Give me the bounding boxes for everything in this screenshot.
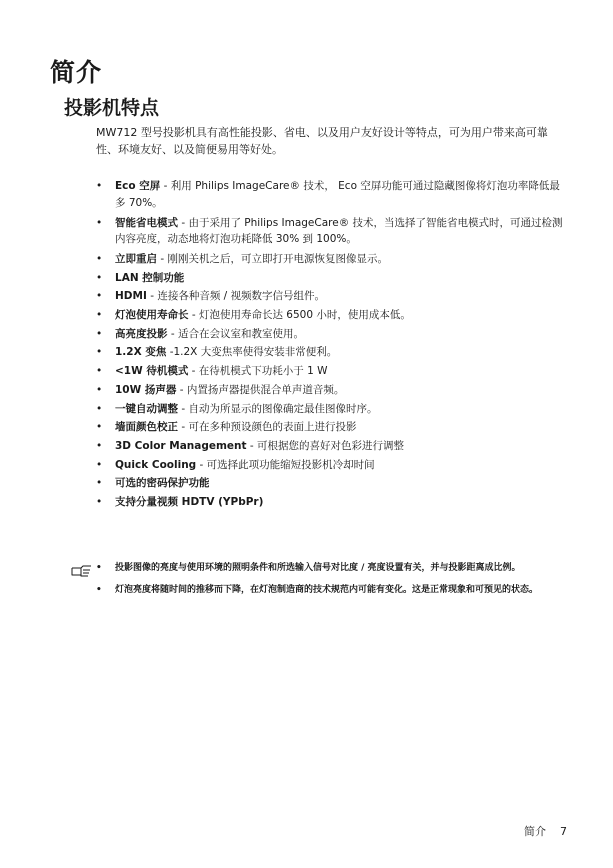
feature-item — [96, 215, 566, 248]
feature-description: - 可选择此项功能缩短投影机冷却时间 — [196, 458, 375, 471]
feature-title: 智能省电模式 — [115, 216, 178, 229]
feature-item — [96, 307, 566, 324]
feature-title: 支持分量视频 HDTV (YPbPr) — [115, 495, 264, 508]
bullet: • — [96, 495, 103, 508]
feature-title: HDMI — [115, 290, 147, 303]
bullet: • — [96, 180, 103, 192]
note-text: 灯泡亮度将随时间的推移而下降，在灯泡制造商的技术规范内可能有变化。这是正常现象和可预见的状态。 — [115, 585, 539, 595]
section-title: 投影机特点 — [64, 97, 160, 119]
feature-item — [96, 382, 566, 399]
feature-item — [96, 475, 566, 492]
feature-description: - 内置扬声器提供混合单声道音频。 — [176, 383, 345, 396]
bullet: • — [96, 402, 103, 415]
feature-title: 灯泡使用寿命长 — [115, 309, 189, 322]
bullet: • — [96, 327, 103, 340]
bullet: • — [96, 421, 103, 434]
feature-title: 一键自动调整 — [115, 402, 178, 415]
feature-item — [96, 270, 566, 287]
intro-paragraph: MW712 型号投影机具有高性能投影、省电、以及用户友好设计等特点，可为用户带来高可靠性、环境友好、以及简便易用等好处。 — [96, 126, 548, 156]
feature-title: 可选的密码保护功能 — [115, 477, 210, 490]
feature-title: 墙面颜色校正 — [115, 421, 178, 434]
feature-title: 1.2X 变焦 — [115, 346, 167, 359]
bullet: • — [96, 290, 103, 303]
bullet: • — [96, 585, 102, 595]
feature-description: - 可根据您的喜好对色彩进行调整 — [246, 439, 405, 452]
note-text: 投影图像的亮度与使用环境的照明条件和所选输入信号对比度 / 亮度设置有关，并与投影距离成比例。 — [115, 563, 521, 573]
feature-item — [96, 494, 566, 511]
bullet: • — [96, 346, 103, 359]
feature-description: - 自动为所显示的图像确定最佳图像时序。 — [178, 402, 378, 415]
bullet: • — [96, 365, 103, 378]
bullet: • — [96, 253, 103, 265]
bullet: • — [96, 458, 103, 471]
bullet: • — [96, 563, 102, 573]
feature-description: - 可在多种预设颜色的表面上进行投影 — [178, 421, 357, 434]
bullet: • — [96, 309, 103, 322]
feature-description: - 灯泡使用寿命长达 6500 小时，使用成本低。 — [188, 309, 411, 322]
feature-title: 立即重启 — [115, 253, 157, 265]
feature-title: 高亮度投影 — [115, 327, 168, 340]
bullet: • — [96, 477, 103, 490]
bullet: • — [96, 271, 103, 284]
feature-title: Eco 空屏 — [115, 180, 161, 192]
feature-item — [96, 457, 566, 474]
footer-section: 简介 — [524, 825, 546, 838]
feature-description: -1.2X 大变焦率使得安装非常便利。 — [166, 346, 338, 359]
bullet: • — [96, 439, 103, 452]
feature-description: - 由于采用了 Philips ImageCare® 技术，当选择了智能省电模式时，可通过检测内容亮度，动态地将灯泡功耗降低 30% 到 100%。 — [115, 216, 563, 245]
feature-title: LAN 控制功能 — [115, 271, 185, 284]
note-item — [96, 584, 556, 597]
feature-item — [96, 326, 566, 343]
feature-title: <1W 待机模式 — [115, 365, 189, 378]
feature-title: 10W 扬声器 — [115, 383, 177, 396]
feature-title: 3D Color Management — [115, 439, 247, 452]
feature-description: - 在待机模式下功耗小于 1 W — [188, 365, 328, 378]
bullet: • — [96, 383, 103, 396]
feature-description: - 适合在会议室和教室使用。 — [167, 327, 304, 340]
feature-item — [96, 178, 566, 211]
feature-item — [96, 288, 566, 305]
feature-item — [96, 401, 566, 418]
feature-description: - 利用 Philips ImageCare® 技术， Eco 空屏功能可通过隐藏图像将灯泡功率降低最多 70%。 — [115, 180, 560, 209]
feature-item — [96, 251, 566, 268]
note-list — [96, 562, 556, 606]
note-item — [96, 562, 556, 575]
page-title: 简介 — [50, 58, 103, 87]
feature-description: - 刚刚关机之后，可立即打开电源恢复图像显示。 — [157, 253, 388, 265]
page-footer — [524, 823, 567, 839]
bullet: • — [96, 216, 103, 229]
feature-list — [96, 178, 566, 513]
feature-title: Quick Cooling — [115, 458, 197, 471]
pointing-hand-icon — [70, 562, 96, 578]
feature-description: - 连接各种音频 / 视频数字信号组件。 — [146, 290, 326, 303]
feature-item — [96, 344, 566, 361]
feature-item — [96, 438, 566, 455]
page-number: 7 — [560, 825, 567, 838]
feature-item — [96, 419, 566, 436]
feature-item — [96, 363, 566, 380]
